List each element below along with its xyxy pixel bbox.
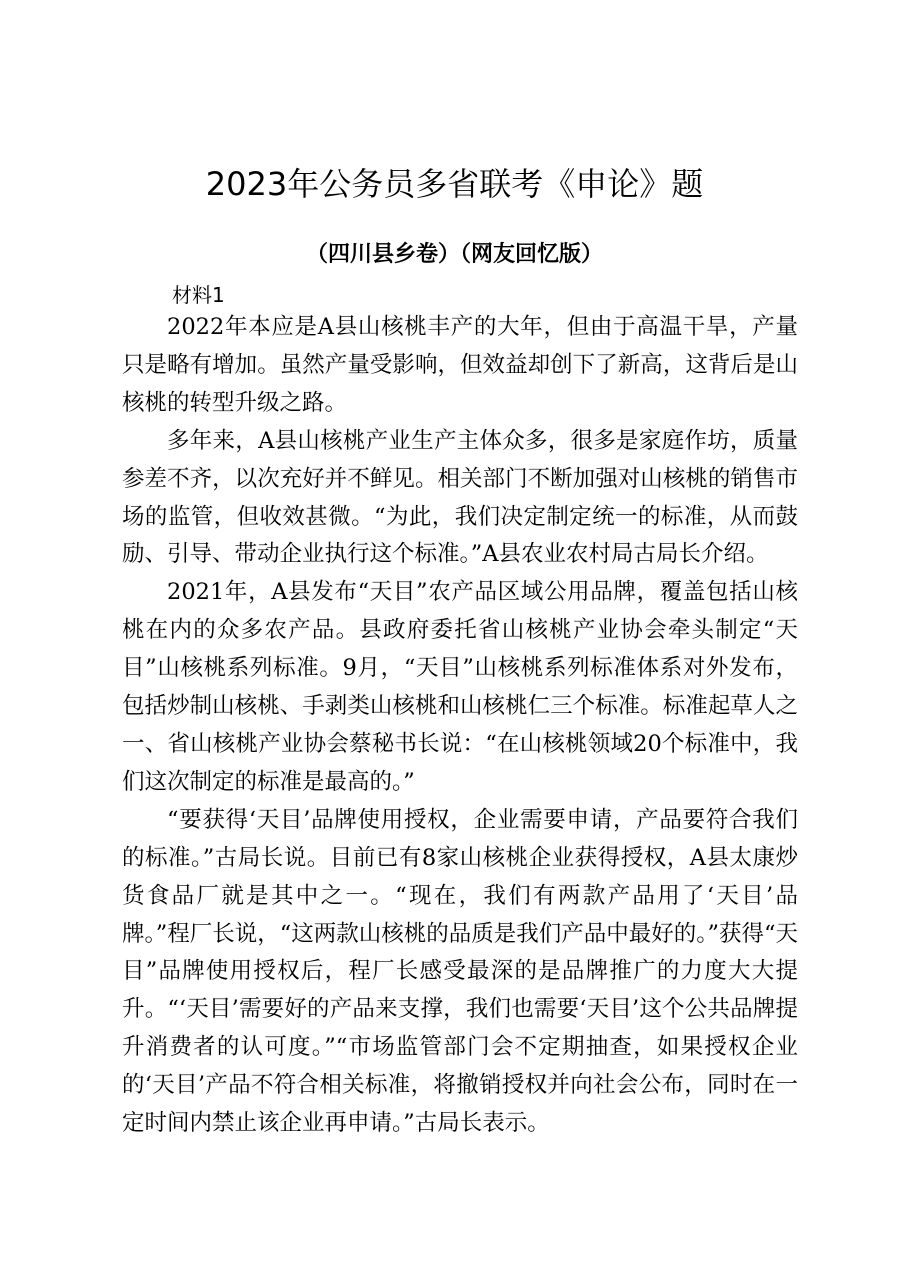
paragraph: “要获得‘天目’品牌使用授权，企业需要申请，产品要符合我们的标准。”古局长说。目前已有8家山核桃企业获得授权，A县太康炒货食品厂就是其中之一。“现在，我们有两款产品用了‘天目’品牌。”程厂长说，“这两款山核桃的品质是我们产品中最好的。”获得“天目”品牌使用授权后，程厂长感受最深的是品牌推广的力度大大提升。“‘天目’需要好的产品来支撑，我们也需要‘天目’这个公共品牌提升消费者的认可度。”“市场监管部门会不定期抽查，如果授权企业的‘天目’产品不符合相关标准，将撤销授权并向社会公布，同时在一定时间内禁止该企业再申请。”古局长表示。 xyxy=(122,806,799,1137)
paragraph: 2021年，A县发布“天目”农产品区域公用品牌，覆盖包括山核桃在内的众多农产品。县政府委托省山核桃产业协会牵头制定“天目”山核桃系列标准。9月，“天目”山核桃系列标准体系对外发布，包括炒制山核桃、手剥类山核桃和山核桃仁三个标准。标准起草人之一、省山核桃产业协会蔡秘书长说：“在山核桃领域20个标准中，我们这次制定的标准是最高的。” xyxy=(122,579,798,795)
paragraph: 多年来，A县山核桃产业生产主体众多，很多是家庭作坊，质量参差不齐，以次充好并不鲜见。相关部门不断加强对山核桃的销售市场的监管，但收效甚微。“为此，我们决定制定统一的标准，从而鼓励、引导、带动企业执行这个标准。”A县农业农村局古局长介绍。 xyxy=(122,427,798,568)
document-subtitle: （四川县乡卷）（网友回忆版） xyxy=(305,241,603,267)
document-title: 2023年公务员多省联考《申论》题 xyxy=(205,165,704,203)
material-label: 材料1 xyxy=(172,283,225,307)
document-body xyxy=(122,309,798,1143)
paragraph: 2022年本应是A县山核桃丰产的大年，但由于高温干旱，产量只是略有增加。虽然产量受影响，但效益却创下了新高，这背后是山核桃的转型升级之路。 xyxy=(122,314,798,416)
